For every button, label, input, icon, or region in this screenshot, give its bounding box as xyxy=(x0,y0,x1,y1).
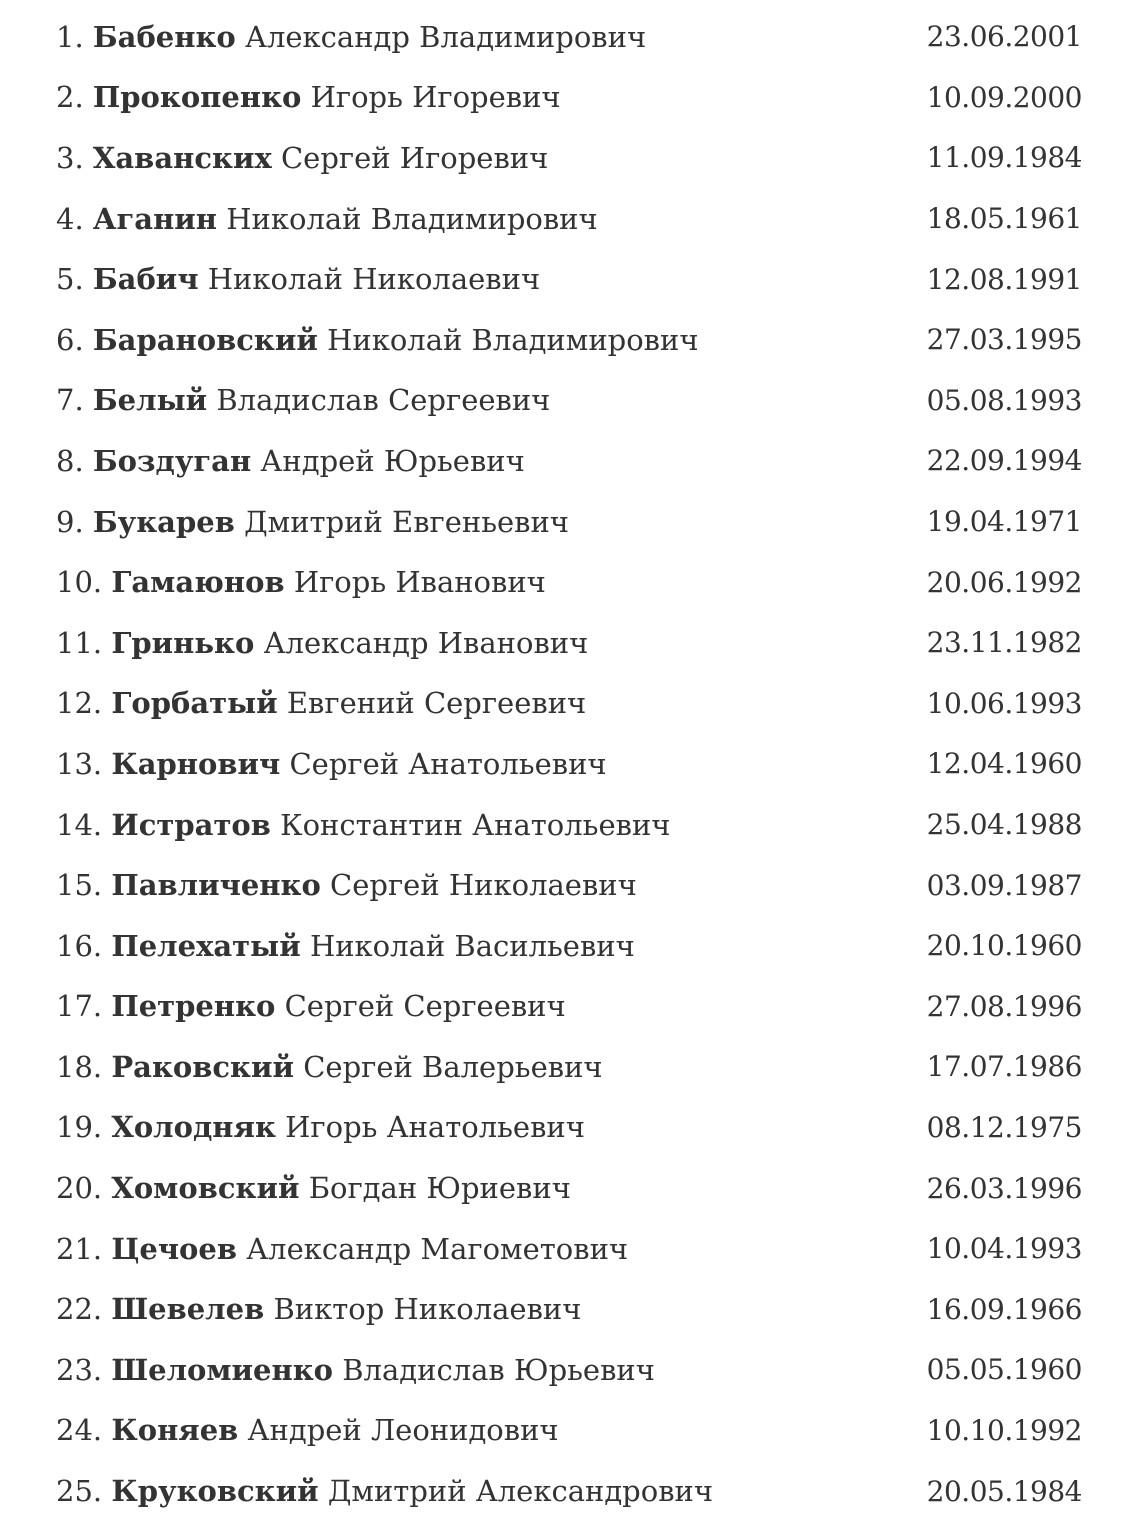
list-row xyxy=(56,492,1082,553)
surname: Аганин xyxy=(92,201,218,236)
person-name xyxy=(56,928,635,963)
given-names: Николай Владимирович xyxy=(327,322,699,357)
birth-date: 11.09.1984 xyxy=(926,141,1082,175)
row-number: 18. xyxy=(56,1049,103,1084)
row-number: 1. xyxy=(56,19,84,54)
given-names: Евгений Сергеевич xyxy=(286,686,587,721)
birth-date: 27.08.1996 xyxy=(926,989,1082,1023)
birth-date: 20.10.1960 xyxy=(926,929,1082,963)
surname: Шевелев xyxy=(111,1292,265,1327)
birth-date: 23.06.2001 xyxy=(926,20,1082,54)
birth-date: 12.08.1991 xyxy=(926,262,1082,296)
list-row xyxy=(56,68,1082,129)
birth-date: 05.08.1993 xyxy=(926,383,1082,417)
surname: Хомовский xyxy=(111,1171,300,1206)
birth-date: 18.05.1961 xyxy=(926,202,1082,236)
list-row xyxy=(56,855,1082,916)
list-row xyxy=(56,1401,1082,1462)
surname: Коняев xyxy=(111,1413,239,1448)
given-names: Дмитрий Александрович xyxy=(327,1474,714,1509)
list-row xyxy=(56,1037,1082,1098)
birth-date: 20.06.1992 xyxy=(926,565,1082,599)
birth-date: 03.09.1987 xyxy=(926,868,1082,902)
row-number: 8. xyxy=(56,443,84,478)
surname: Петренко xyxy=(111,989,276,1024)
person-name xyxy=(56,868,637,903)
given-names: Александр Владимирович xyxy=(245,19,647,54)
list-row xyxy=(56,431,1082,492)
surname: Карнович xyxy=(111,746,281,781)
surname: Белый xyxy=(92,383,208,418)
given-names: Николай Владимирович xyxy=(226,201,598,236)
birth-date: 10.10.1992 xyxy=(926,1413,1082,1447)
row-number: 3. xyxy=(56,140,84,175)
row-number: 19. xyxy=(56,1110,103,1145)
list-row xyxy=(56,977,1082,1038)
birth-date: 22.09.1994 xyxy=(926,444,1082,478)
row-number: 25. xyxy=(56,1474,103,1509)
row-number: 12. xyxy=(56,686,103,721)
list-row xyxy=(56,128,1082,189)
person-name xyxy=(56,1231,629,1266)
person-name xyxy=(56,262,541,297)
list-row xyxy=(56,795,1082,856)
list-row xyxy=(56,1340,1082,1401)
list-row xyxy=(56,916,1082,977)
row-number: 14. xyxy=(56,807,103,842)
given-names: Богдан Юриевич xyxy=(308,1171,571,1206)
person-name xyxy=(56,201,598,236)
surname: Раковский xyxy=(111,1049,294,1084)
surname: Хаванских xyxy=(92,140,272,175)
person-name xyxy=(56,625,589,660)
surname: Цечоев xyxy=(111,1231,237,1266)
row-number: 10. xyxy=(56,565,103,600)
person-name xyxy=(56,989,566,1024)
person-name xyxy=(56,807,671,842)
given-names: Владислав Юрьевич xyxy=(342,1352,655,1387)
surname: Шеломиенко xyxy=(111,1352,334,1387)
list-row xyxy=(56,7,1082,68)
list-row xyxy=(56,1219,1082,1280)
surname: Бабич xyxy=(92,262,199,297)
surname: Барановский xyxy=(92,322,318,357)
given-names: Константин Анатольевич xyxy=(280,807,671,842)
birth-date: 10.09.2000 xyxy=(926,80,1082,114)
given-names: Владислав Сергеевич xyxy=(216,383,551,418)
person-name xyxy=(56,1352,655,1387)
row-number: 5. xyxy=(56,262,84,297)
row-number: 20. xyxy=(56,1171,103,1206)
surname: Горбатый xyxy=(111,686,278,721)
given-names: Сергей Валерьевич xyxy=(303,1049,603,1084)
given-names: Александр Магометович xyxy=(246,1231,629,1266)
given-names: Виктор Николаевич xyxy=(273,1292,582,1327)
row-number: 11. xyxy=(56,625,103,660)
surname: Гамаюнов xyxy=(111,565,285,600)
row-number: 23. xyxy=(56,1352,103,1387)
row-number: 13. xyxy=(56,746,103,781)
list-row xyxy=(56,189,1082,250)
birth-date: 05.05.1960 xyxy=(926,1353,1082,1387)
birth-date: 17.07.1986 xyxy=(926,1050,1082,1084)
birth-date: 26.03.1996 xyxy=(926,1171,1082,1205)
given-names: Игорь Иванович xyxy=(293,565,546,600)
birth-date: 27.03.1995 xyxy=(926,323,1082,357)
given-names: Дмитрий Евгеньевич xyxy=(244,504,569,539)
surname: Боздуган xyxy=(92,443,252,478)
person-name xyxy=(56,443,525,478)
person-name xyxy=(56,1049,603,1084)
person-name xyxy=(56,19,647,54)
surname: Пелехатый xyxy=(111,928,301,963)
row-number: 15. xyxy=(56,868,103,903)
person-name xyxy=(56,80,561,115)
row-number: 17. xyxy=(56,989,103,1024)
surname: Букарев xyxy=(92,504,235,539)
list-row xyxy=(56,371,1082,432)
row-number: 22. xyxy=(56,1292,103,1327)
surname: Бабенко xyxy=(92,19,236,54)
person-name xyxy=(56,1171,571,1206)
given-names: Николай Николаевич xyxy=(207,262,541,297)
surname: Гринько xyxy=(111,625,255,660)
birth-date: 10.04.1993 xyxy=(926,1232,1082,1266)
given-names: Андрей Юрьевич xyxy=(260,443,525,478)
row-number: 4. xyxy=(56,201,84,236)
birth-date: 23.11.1982 xyxy=(926,626,1082,660)
person-name xyxy=(56,322,699,357)
birth-date: 16.09.1966 xyxy=(926,1292,1082,1326)
person-name xyxy=(56,140,549,175)
list-row xyxy=(56,552,1082,613)
person-name xyxy=(56,1110,585,1145)
list-row xyxy=(56,1158,1082,1219)
birth-date: 10.06.1993 xyxy=(926,686,1082,720)
row-number: 7. xyxy=(56,383,84,418)
person-name xyxy=(56,504,569,539)
row-number: 24. xyxy=(56,1413,103,1448)
list-row xyxy=(56,310,1082,371)
birth-date: 20.05.1984 xyxy=(926,1474,1082,1508)
list-row xyxy=(56,1279,1082,1340)
surname: Прокопенко xyxy=(92,80,302,115)
person-name xyxy=(56,565,546,600)
given-names: Сергей Николаевич xyxy=(330,868,637,903)
person-name xyxy=(56,1413,559,1448)
birth-date: 25.04.1988 xyxy=(926,808,1082,842)
birth-date: 08.12.1975 xyxy=(926,1110,1082,1144)
row-number: 9. xyxy=(56,504,84,539)
given-names: Игорь Игоревич xyxy=(310,80,561,115)
given-names: Сергей Игоревич xyxy=(280,140,549,175)
given-names: Александр Иванович xyxy=(263,625,589,660)
list-row xyxy=(56,734,1082,795)
person-name xyxy=(56,746,607,781)
row-number: 2. xyxy=(56,80,84,115)
row-number: 16. xyxy=(56,928,103,963)
surname: Павличенко xyxy=(111,868,321,903)
birth-date: 19.04.1971 xyxy=(926,505,1082,539)
person-name xyxy=(56,1292,582,1327)
person-name xyxy=(56,686,587,721)
given-names: Николай Васильевич xyxy=(309,928,635,963)
list-row xyxy=(56,674,1082,735)
given-names: Сергей Анатольевич xyxy=(289,746,607,781)
list-row xyxy=(56,1098,1082,1159)
birth-date: 12.04.1960 xyxy=(926,747,1082,781)
given-names: Сергей Сергеевич xyxy=(284,989,566,1024)
person-name xyxy=(56,383,551,418)
given-names: Игорь Анатольевич xyxy=(285,1110,585,1145)
row-number: 21. xyxy=(56,1231,103,1266)
surname: Истратов xyxy=(111,807,271,842)
list-row xyxy=(56,613,1082,674)
list-row xyxy=(56,1461,1082,1522)
surname: Круковский xyxy=(111,1474,319,1509)
row-number: 6. xyxy=(56,322,84,357)
list-row xyxy=(56,249,1082,310)
person-name xyxy=(56,1474,714,1509)
surname: Холодняк xyxy=(111,1110,276,1145)
given-names: Андрей Леонидович xyxy=(247,1413,559,1448)
